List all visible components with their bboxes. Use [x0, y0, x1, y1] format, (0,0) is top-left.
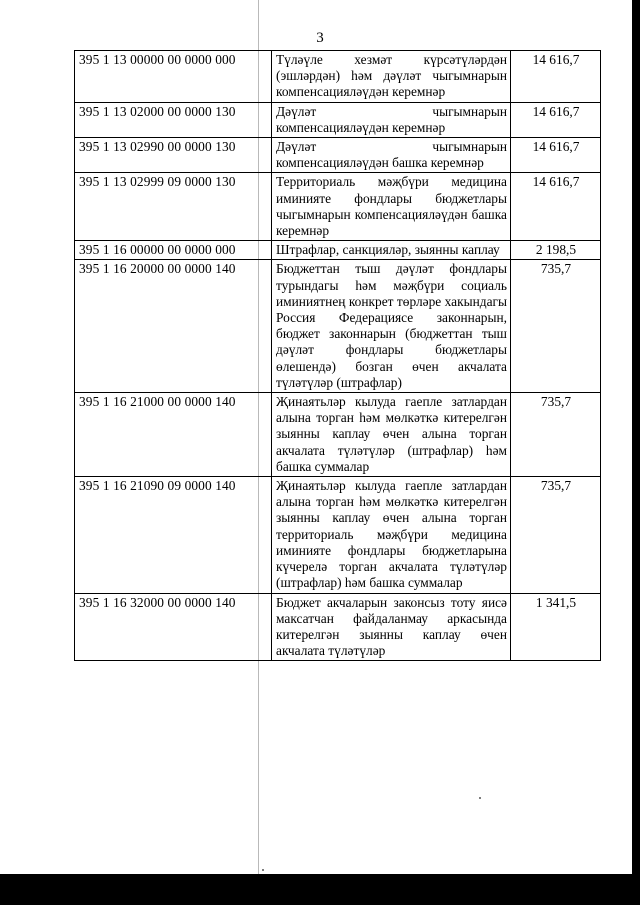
revenue-name-cell: Территориаль мәҗбүри медицина иминияте фондлары бюджетлары чыгымнарын компенсацияләүдән башка керемнәр: [272, 173, 511, 241]
budget-code-cell: 395 1 16 21090 09 0000 140: [75, 477, 272, 593]
amount-cell: 14 616,7: [511, 173, 601, 241]
amount-cell: 14 616,7: [511, 138, 601, 173]
revenue-name-cell: Түләүле хезмәт күрсәтүләрдән (эшләрдән) һәм дәүләт чыгымнарын компенсацияләүдән керемнәр: [272, 51, 511, 103]
table-row: [75, 260, 601, 393]
budget-code-cell: 395 1 13 02999 09 0000 130: [75, 173, 272, 241]
budget-code-cell: 395 1 13 02000 00 0000 130: [75, 102, 272, 137]
page-number: 3: [316, 30, 324, 46]
revenue-name-cell: Дәүләт чыгымнарын компенсацияләүдән керемнәр: [272, 102, 511, 137]
table-row: [75, 393, 601, 477]
table-row: [75, 241, 601, 260]
table-row: [75, 102, 601, 137]
amount-cell: 1 341,5: [511, 593, 601, 661]
amount-cell: 735,7: [511, 260, 601, 393]
scan-speck: [262, 869, 264, 871]
table-row: [75, 593, 601, 661]
budget-code-cell: 395 1 13 00000 00 0000 000: [75, 51, 272, 103]
table-row: [75, 173, 601, 241]
amount-cell: 735,7: [511, 393, 601, 477]
scan-bottom-shadow: [0, 874, 640, 905]
amount-cell: 14 616,7: [511, 51, 601, 103]
revenue-name-cell: Җинаятьләр кылуда гаепле затлардан алына торган һәм мөлкәткә китерелгән зыянны каплау өчен алына торган территориаль мәҗбүри медицина иминияте фондлары бюджетларына күчерелә торган акчалата түләтүләр (штрафлар) һәм башка суммалар: [272, 477, 511, 593]
table-row: [75, 138, 601, 173]
revenue-name-cell: Штрафлар, санкцияләр, зыянны каплау: [272, 241, 511, 260]
table-body: [75, 51, 601, 661]
scan-edge-shadow: [632, 0, 640, 905]
scan-speck: [479, 797, 481, 799]
budget-code-cell: 395 1 16 20000 00 0000 140: [75, 260, 272, 393]
revenue-name-cell: Бюджет акчаларын законсыз тоту яисә максатчан файдаланмау аркасында китерелгән зыянны каплау өчен акчалата түләтүләр: [272, 593, 511, 661]
budget-code-cell: 395 1 16 32000 00 0000 140: [75, 593, 272, 661]
budget-code-cell: 395 1 16 00000 00 0000 000: [75, 241, 272, 260]
revenue-name-cell: Бюджеттан тыш дәүләт фондлары турындагы һәм мәҗбүри социаль иминиятнең конкрет төрләре хакындагы Россия Федерациясе законнарын, бюджет законнарын (бюджеттан тыш дәүләт фондлары бюджетлары өлешендә) бозган өчен акчалата түләтүләр (штрафлар): [272, 260, 511, 393]
budget-code-cell: 395 1 16 21000 00 0000 140: [75, 393, 272, 477]
amount-cell: 14 616,7: [511, 102, 601, 137]
budget-code-cell: 395 1 13 02990 00 0000 130: [75, 138, 272, 173]
table-row: [75, 51, 601, 103]
amount-cell: 2 198,5: [511, 241, 601, 260]
revenue-name-cell: Дәүләт чыгымнарын компенсацияләүдән башка керемнәр: [272, 138, 511, 173]
revenue-name-cell: Җинаятьләр кылуда гаепле затлардан алына торган һәм мөлкәткә китерелгән зыянны каплау өчен алына торган акчалата түләтүләр (штрафлар) һәм башка суммалар: [272, 393, 511, 477]
revenue-table: [74, 50, 601, 661]
amount-cell: 735,7: [511, 477, 601, 593]
table-row: [75, 477, 601, 593]
